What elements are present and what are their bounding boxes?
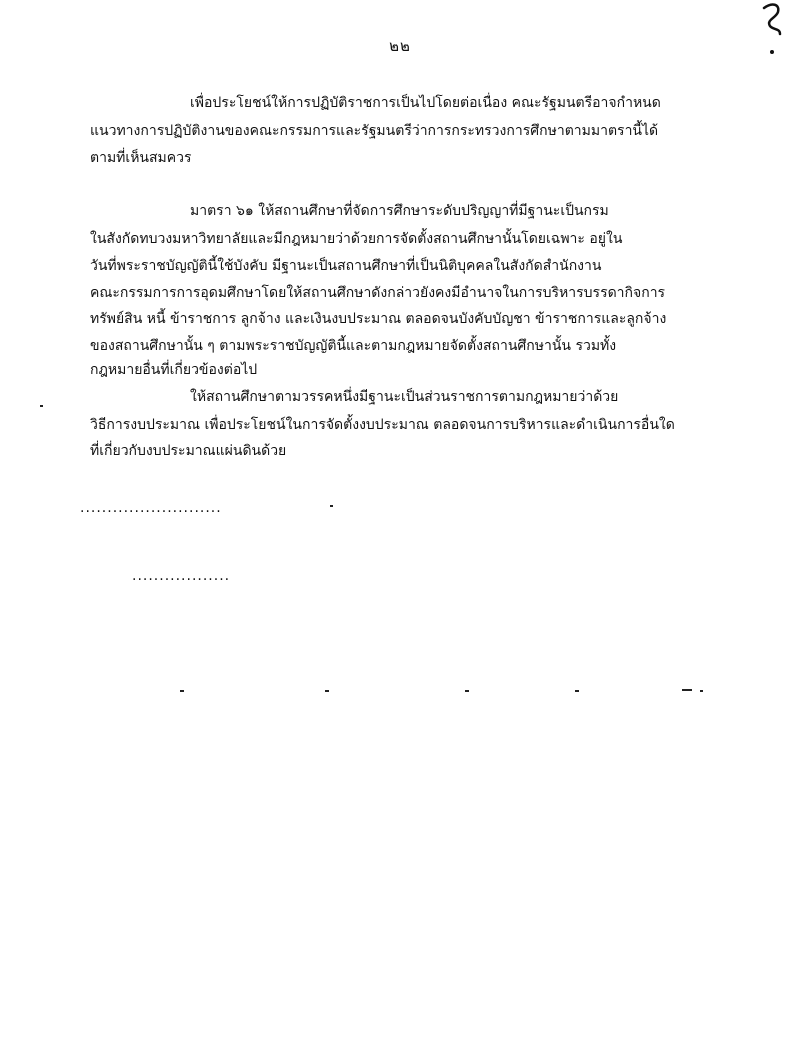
paragraph1-line-1: เพื่อประโยชน์ให้การปฏิบัติราชการเป็นไปโดยต่อเนื่อง คณะรัฐมนตรีอาจกำหนด <box>190 95 661 111</box>
scan-speck <box>575 690 579 692</box>
scan-speck <box>40 405 43 407</box>
section61-line-7: กฎหมายอื่นที่เกี่ยวข้องต่อไป <box>90 362 258 378</box>
dotted-line-1: .......................... <box>80 500 222 516</box>
section61-line-1: มาตรา ๖๑ ให้สถานศึกษาที่จัดการศึกษาระดับปริญญาที่มีฐานะเป็นกรม <box>190 203 609 219</box>
scan-speck <box>330 505 333 507</box>
paragraph3-line-2: วิธีการงบประมาณ เพื่อประโยชน์ในการจัดตั้งงบประมาณ ตลอดจนการบริหารและดำเนินการอื่นใด <box>90 417 675 433</box>
section61-line-5: ทรัพย์สิน หนี้ ข้าราชการ ลูกจ้าง และเงินงบประมาณ ตลอดจนบังคับบัญชา ข้าราชการและลูกจ้าง <box>90 311 667 327</box>
paragraph1-line-2: แนวทางการปฏิบัติงานของคณะกรรมการและรัฐมนตรีว่าการกระทรวงการศึกษาตามมาตรานี้ได้ <box>90 123 659 139</box>
dotted-line-2: .................. <box>132 568 231 584</box>
section61-line-2: ในสังกัดทบวงมหาวิทยาลัยและมีกฎหมายว่าด้วยการจัดตั้งสถานศึกษานั้นโดยเฉพาะ อยู่ใน <box>90 231 623 247</box>
page-number: ๒๒ <box>389 37 411 55</box>
paragraph3-line-3: ที่เกี่ยวกับงบประมาณแผ่นดินด้วย <box>90 443 287 459</box>
scan-speck <box>700 690 703 692</box>
scan-speck <box>682 689 692 691</box>
paragraph1-line-3: ตามที่เห็นสมควร <box>90 150 192 166</box>
scan-speck <box>465 690 469 692</box>
section61-line-3: วันที่พระราชบัญญัตินี้ใช้บังคับ มีฐานะเป็นสถานศึกษาที่เป็นนิติบุคคลในสังกัดสำนักงาน <box>90 258 602 274</box>
scan-speck <box>180 690 184 692</box>
section61-line-4: คณะกรรมการการอุดมศึกษาโดยให้สถานศึกษาดังกล่าวยังคงมีอำนาจในการบริหารบรรดากิจการ <box>90 285 666 301</box>
scan-speck <box>325 690 329 692</box>
paragraph3-line-1: ให้สถานศึกษาตามวรรคหนึ่งมีฐานะเป็นส่วนราชการตามกฎหมายว่าด้วย <box>190 389 619 405</box>
section61-line-6: ของสถานศึกษานั้น ๆ ตามพระราชบัญญัตินี้และตามกฎหมายจัดตั้งสถานศึกษานั้น รวมทั้ง <box>90 338 617 354</box>
